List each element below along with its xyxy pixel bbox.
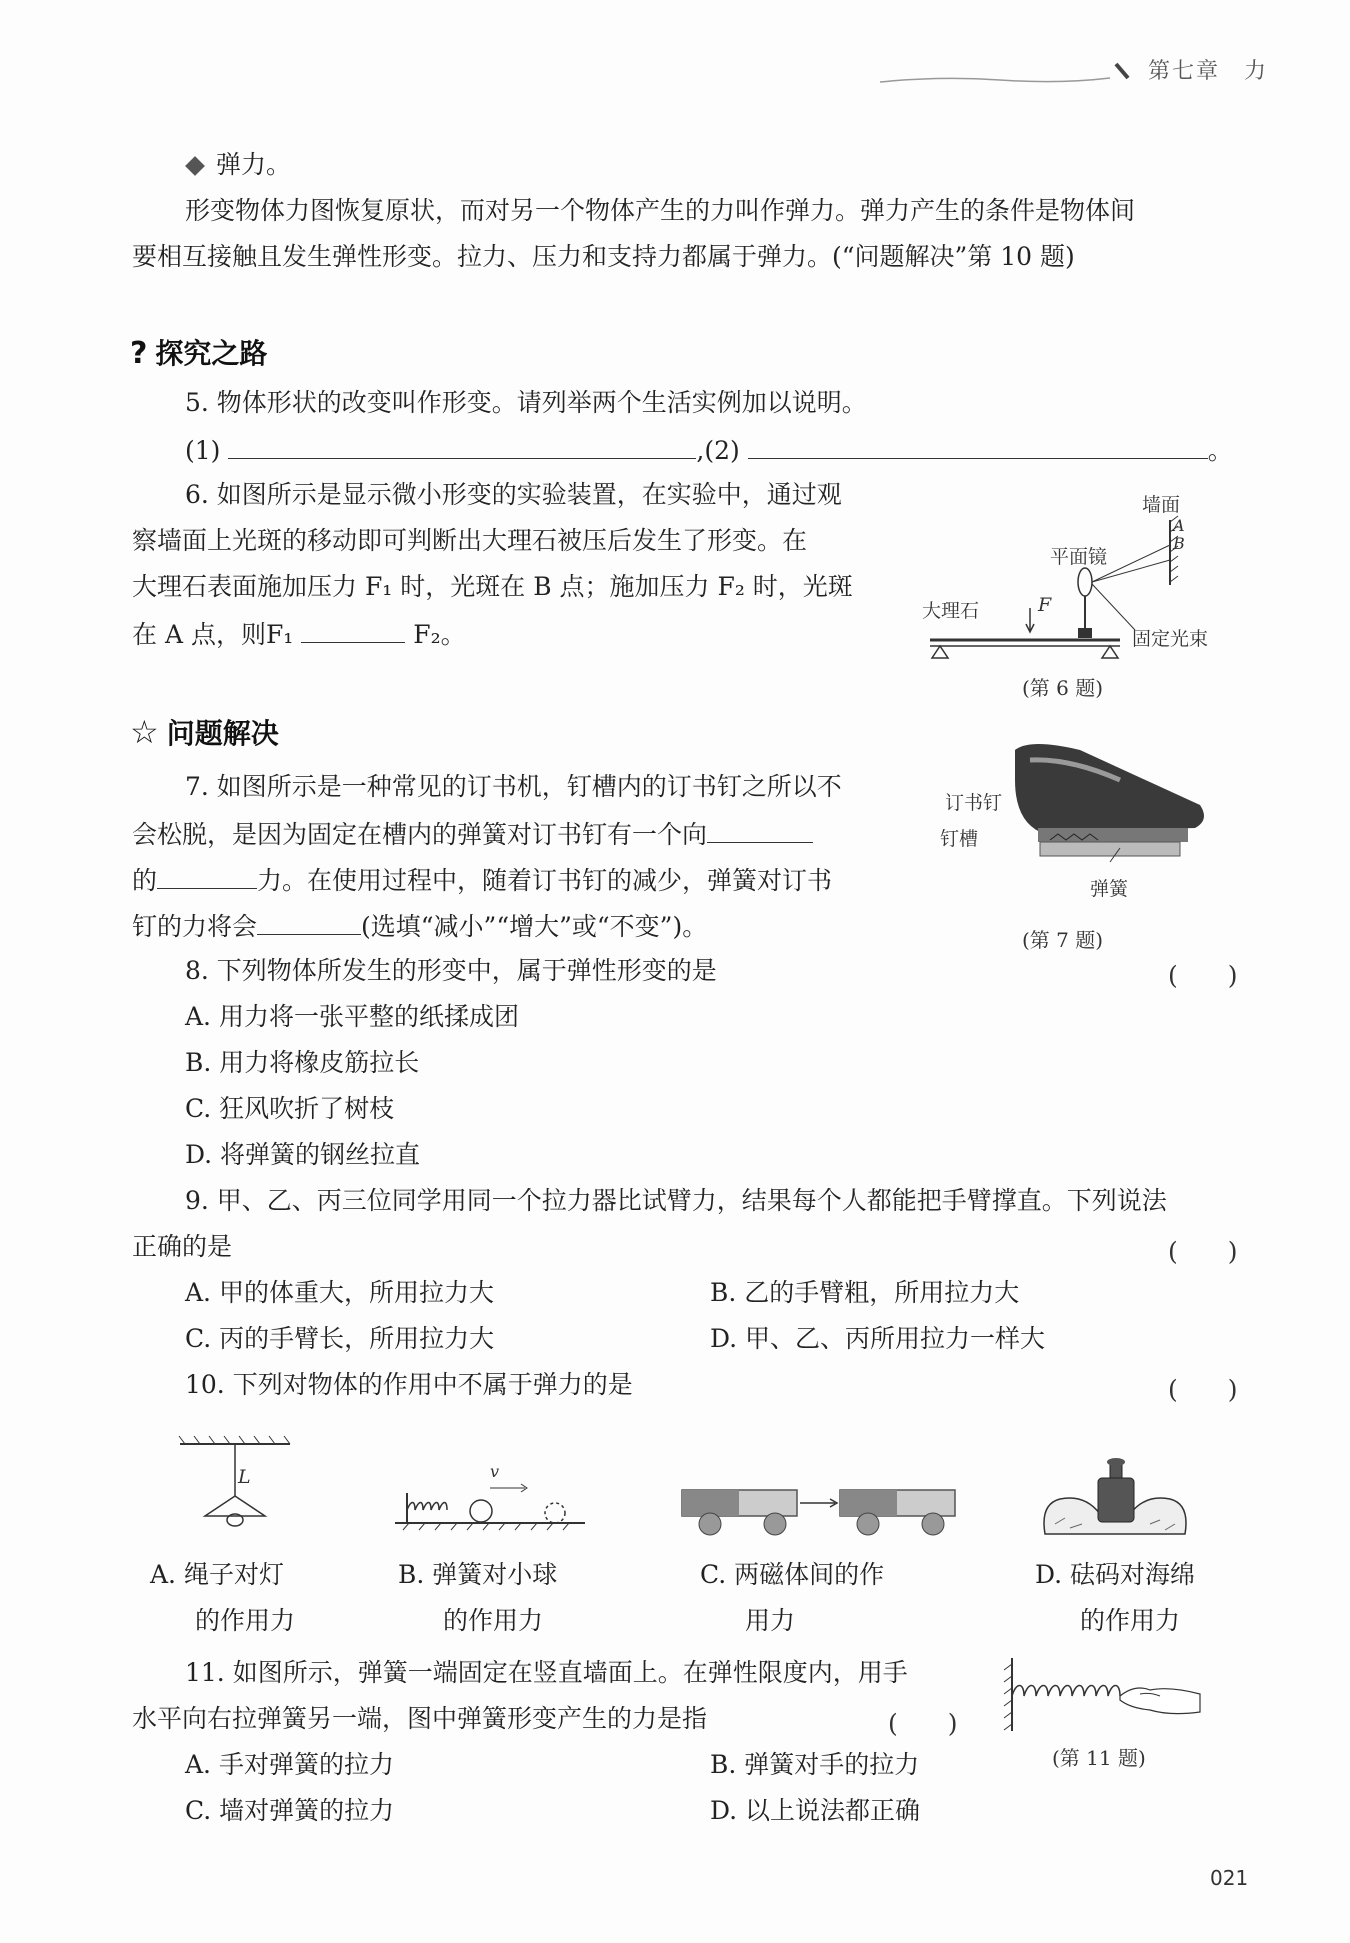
q6-line-1: 6. 如图所示是显示微小形变的实验装置，在实验中，通过观 [185, 480, 842, 509]
q10-figure-d-weight [1040, 1444, 1190, 1544]
fig6-point-a: A [1173, 516, 1185, 535]
q11-option-a[interactable]: A. 手对弹簧的拉力 [185, 1750, 394, 1779]
q9-line-2: 正确的是 [132, 1232, 233, 1261]
fig7-staple-label: 订书钉 [945, 792, 1003, 814]
q11-answer-paren[interactable]: ( ) [888, 1709, 958, 1738]
intro-line-1: 形变物体力图恢复原状，而对另一个物体产生的力叫作弹力。弹力产生的条件是物体间 [185, 196, 1136, 225]
q11-option-d[interactable]: D. 以上说法都正确 [710, 1796, 921, 1825]
q6-line-2: 察墙面上光斑的移动即可判断出大理石被压后发生了形变。在 [132, 526, 808, 555]
q10-option-b[interactable]: B. 弹簧对小球 的作用力 [398, 1560, 558, 1635]
q5-blanks: (1) ,(2) 。 [185, 432, 1233, 468]
q8-option-b[interactable]: B. 用力将橡皮筋拉长 [185, 1048, 420, 1077]
q11-line-1: 11. 如图所示，弹簧一端固定在竖直墙面上。在弹性限度内，用手 [185, 1658, 908, 1687]
section-solve-title: ☆ 问题解决 [130, 713, 279, 751]
q10-figure-a-lamp [175, 1436, 295, 1536]
q7-line-1: 7. 如图所示是一种常见的订书机，钉槽内的订书钉之所以不 [185, 772, 842, 801]
figure-11-spring-hand [1000, 1656, 1210, 1736]
q8-text: 8. 下列物体所发生的形变中，属于弹性形变的是 [185, 956, 717, 985]
fig10-v-label: v [490, 1462, 500, 1481]
question-marks-icon: ? [130, 336, 148, 371]
q10-option-c[interactable]: C. 两磁体间的作 用力 [700, 1560, 885, 1635]
q8-option-c[interactable]: C. 狂风吹折了树枝 [185, 1094, 395, 1123]
q8-option-a[interactable]: A. 用力将一张平整的纸揉成团 [185, 1002, 519, 1031]
q9-option-a[interactable]: A. 甲的体重大，所用拉力大 [185, 1278, 494, 1307]
intro-line-2: 要相互接触且发生弹性形变。拉力、压力和支持力都属于弹力。(“问题解决”第 10 题) [132, 242, 1075, 271]
fig6-point-b: B [1173, 534, 1185, 553]
q9-option-b[interactable]: B. 乙的手臂粗，所用拉力大 [710, 1278, 1020, 1307]
bullet-heading: 弹力。 [188, 148, 291, 182]
q9-option-c[interactable]: C. 丙的手臂长，所用拉力大 [185, 1324, 495, 1353]
fig6-beam-label: 固定光束 [1132, 628, 1209, 650]
q5-blank-2[interactable] [748, 432, 1208, 459]
q9-option-d[interactable]: D. 甲、乙、丙所用拉力一样大 [710, 1324, 1046, 1353]
q6-line-4: 在 A 点，则F₁ F₂。 [132, 616, 466, 652]
q9-line-1: 9. 甲、乙、丙三位同学用同一个拉力器比试臂力，结果每个人都能把手臂撑直。下列说法 [185, 1186, 1167, 1215]
fig7-spring-label: 弹簧 [1090, 878, 1129, 900]
q10-option-a[interactable]: A. 绳子对灯 的作用力 [150, 1560, 296, 1635]
header-decoration [880, 64, 1130, 88]
diamond-icon [185, 156, 205, 176]
q11-line-2: 水平向右拉弹簧另一端，图中弹簧形变产生的力是指 [132, 1704, 708, 1733]
fig6-mirror-label: 平面镜 [1050, 546, 1108, 568]
q7-line-3: 的 力。在使用过程中，随着订书钉的减少，弹簧对订书 [132, 862, 832, 898]
fig6-wall-label: 墙面 [1142, 494, 1181, 516]
q10-option-d[interactable]: D. 砝码对海绵 的作用力 [1035, 1560, 1196, 1635]
q10-figure-c-magnets [680, 1484, 960, 1544]
q10-text: 10. 下列对物体的作用中不属于弹力的是 [185, 1370, 633, 1399]
fig10-l-label: L [238, 1466, 251, 1488]
fig7-slot-label: 钉槽 [940, 828, 979, 850]
q8-answer-paren[interactable]: ( ) [1168, 961, 1238, 990]
q7-blank-3[interactable] [257, 908, 361, 935]
star-icon: ☆ [130, 713, 159, 751]
q10-answer-paren[interactable]: ( ) [1168, 1375, 1238, 1404]
fig6-force-label: F [1038, 594, 1052, 616]
page-number: 021 [1210, 1866, 1249, 1890]
q9-answer-paren[interactable]: ( ) [1168, 1237, 1238, 1266]
q7-blank-2[interactable] [157, 862, 257, 889]
chapter-header: 第七章 力 [1148, 59, 1269, 84]
q7-blank-1[interactable] [707, 816, 813, 843]
q7-line-4: 钉的力将会 (选填“减小”“增大”或“不变”)。 [132, 908, 707, 944]
q11-option-b[interactable]: B. 弹簧对手的拉力 [710, 1750, 920, 1779]
fig6-caption: (第 6 题) [1022, 676, 1104, 700]
fig7-caption: (第 7 题) [1022, 928, 1104, 952]
q11-option-c[interactable]: C. 墙对弹簧的拉力 [185, 1796, 395, 1825]
q6-blank[interactable] [301, 616, 405, 643]
q7-line-2: 会松脱，是因为固定在槽内的弹簧对订书钉有一个向 [132, 816, 813, 852]
figure-7-stapler [1010, 740, 1210, 870]
q6-line-3: 大理石表面施加压力 F₁ 时，光斑在 B 点；施加压力 F₂ 时，光斑 [132, 572, 853, 601]
q8-option-d[interactable]: D. 将弹簧的钢丝拉直 [185, 1140, 421, 1169]
section-explore-title: ? 探究之路 [130, 336, 268, 371]
fig11-caption: (第 11 题) [1052, 1746, 1146, 1770]
q5-text: 5. 物体形状的改变叫作形变。请列举两个生活实例加以说明。 [185, 388, 867, 417]
q5-blank-1[interactable] [228, 432, 696, 459]
fig6-marble-label: 大理石 [922, 600, 980, 622]
